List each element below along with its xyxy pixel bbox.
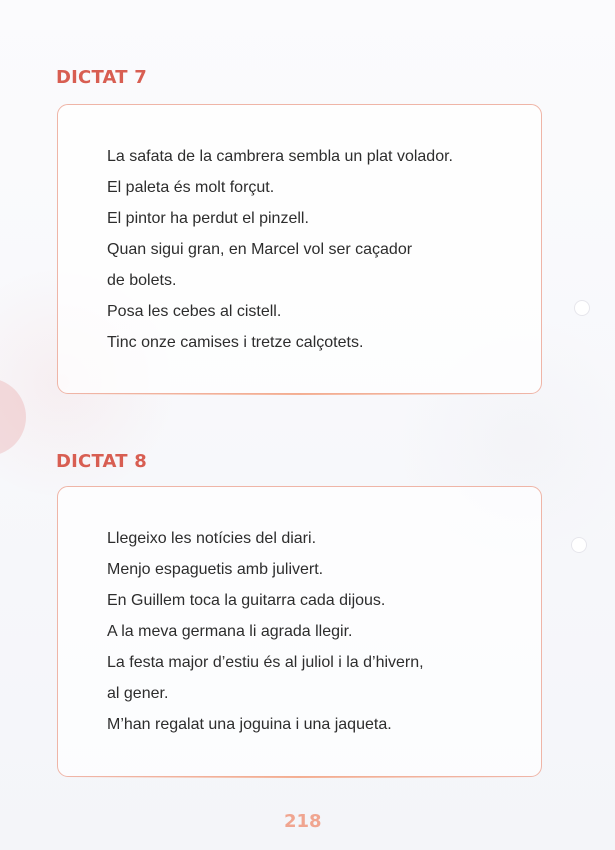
binder-hole-top: [574, 300, 590, 316]
dictation-line: al gener.: [107, 685, 169, 702]
dictation-line: En Guillem toca la guitarra cada dijous.: [107, 592, 386, 609]
dictation-line: Posa les cebes al cistell.: [107, 303, 282, 320]
binder-hole-bottom: [571, 537, 587, 553]
dictation-box: [57, 486, 542, 777]
dictation-line: Menjo espaguetis amb julivert.: [107, 561, 324, 578]
dictation-line: La festa major d’estiu és al juliol i la d’hivern,: [107, 654, 424, 671]
dictation-line: de bolets.: [107, 272, 177, 289]
dictation-line: Llegeixo les notícies del diari.: [107, 530, 317, 547]
dictation-line: La safata de la cambrera sembla un plat volador.: [107, 148, 453, 165]
dictation-line: El paleta és molt forçut.: [107, 179, 275, 196]
page-number: 218: [284, 811, 322, 832]
section-title: DICTAT 8: [56, 451, 147, 472]
dictation-line: Tinc onze camises i tretze calçotets.: [107, 334, 364, 351]
dictation-text: [107, 530, 424, 747]
dictation-line: El pintor ha perdut el pinzell.: [107, 210, 309, 227]
dictation-text: [107, 148, 453, 365]
dictation-line: A la meva germana li agrada llegir.: [107, 623, 353, 640]
dictation-box: [57, 104, 542, 394]
dictation-line: Quan sigui gran, en Marcel vol ser caçador: [107, 241, 413, 258]
section-title: DICTAT 7: [56, 67, 147, 88]
edge-mark: [0, 378, 26, 456]
dictation-line: M’han regalat una joguina i una jaqueta.: [107, 716, 392, 733]
